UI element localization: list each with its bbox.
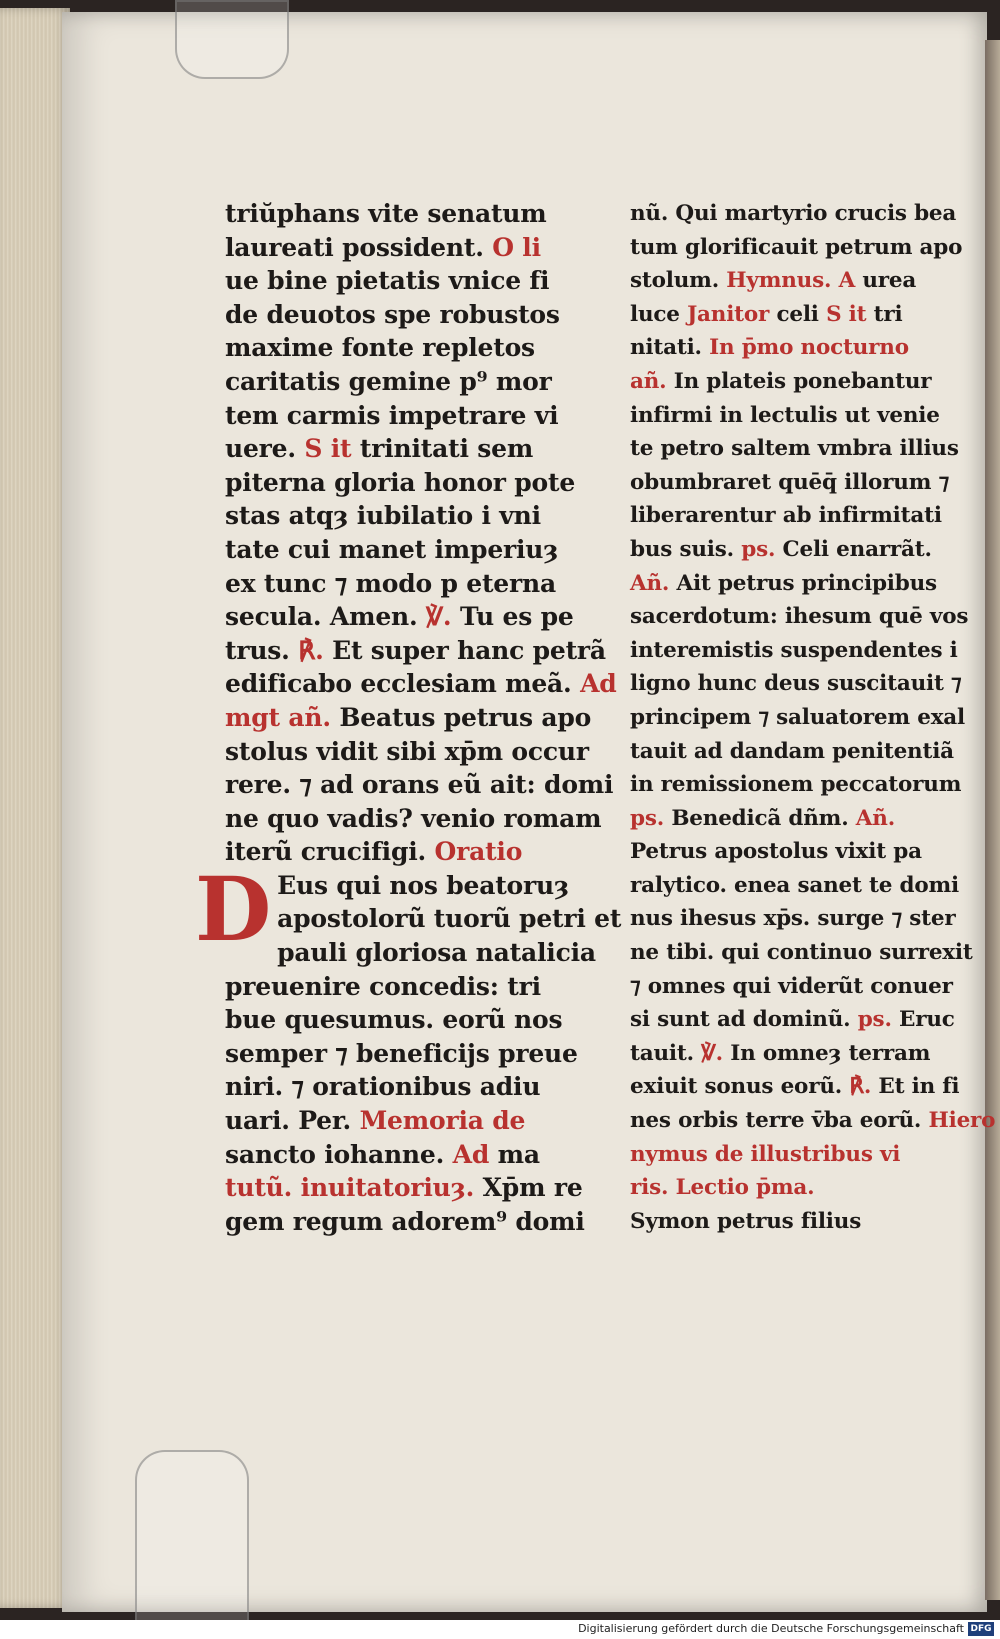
left-line: secula. Amen. ℣. Tu es pe	[225, 602, 574, 632]
left-line: maxime fonte repletos	[225, 333, 535, 363]
right-line: ligno hunc deus suscitauit ⁊	[630, 671, 962, 697]
left-line: ue bine pietatis vnice fi	[225, 266, 550, 296]
right-line: exiuit sonus eorũ. ℟. Et in fi	[630, 1074, 960, 1100]
prayer-line: pauli gloriosa natalicia	[277, 938, 596, 968]
right-text-column	[630, 197, 996, 1238]
right-line: sacerdotum: ihesum quē vos	[630, 604, 969, 630]
prayer-lines	[225, 869, 622, 1239]
right-line: bus suis. ps. Celi enarrãt.	[630, 536, 932, 562]
left-line: caritatis gemine p⁹ mor	[225, 366, 552, 396]
left-line: tem carmis impetrare vi	[225, 400, 559, 430]
left-line: uere. S it trinitati sem	[225, 434, 534, 464]
right-line: tauit. ℣. In omneȝ terram	[630, 1040, 931, 1066]
left-line: trus. ℟. Et super hanc petrã	[225, 635, 606, 665]
prayer-line: preuenire concedis: tri	[225, 971, 541, 1001]
right-line: nus ihesus xp̄s. surge ⁊ ster	[630, 906, 956, 932]
right-line: nymus de illustribus vi	[630, 1141, 901, 1167]
left-line: rere. ⁊ ad orans eũ ait: domi	[225, 770, 614, 800]
prayer-line: apostolorũ tuorũ petri et	[277, 904, 622, 934]
right-line: nũ. Qui martyrio crucis bea	[630, 201, 957, 226]
right-line: Symon petrus filius	[630, 1208, 862, 1234]
left-line: de deuotos spe robustos	[225, 299, 560, 329]
right-line: liberarentur ab infirmitati	[630, 503, 942, 529]
left-line: laureati possident. O li	[225, 232, 541, 262]
right-line: principem ⁊ saluatorem exal	[630, 704, 966, 730]
left-line: mgt añ. Beatus petrus apo	[225, 702, 592, 732]
prayer-line: bue quesumus. eorũ nos	[225, 1005, 563, 1035]
right-line: ps. Benedicã dñm. Añ.	[630, 805, 895, 831]
left-line: piterna gloria honor pote	[225, 467, 576, 497]
right-line: ne tibi. qui continuo surrexit	[630, 940, 973, 966]
right-line: in remissionem peccatorum	[630, 772, 962, 798]
funding-note: Digitalisierung gefördert durch die Deutsche Forschungsgemeinschaft	[578, 1622, 964, 1635]
right-line: infirmi in lectulis ut venie	[630, 402, 940, 428]
prayer-block	[195, 856, 622, 1239]
right-line: luce Janitor celi S it tri	[630, 301, 903, 327]
right-line: nes orbis terre v̄ba eorũ. Hiero	[630, 1108, 996, 1134]
prayer-line: tutũ. inuitatoriuȝ. Xp̄m re	[225, 1173, 583, 1203]
right-line: obumbraret quēq̄ illorum ⁊	[630, 469, 950, 495]
right-line: añ. In plateis ponebantur	[630, 368, 932, 394]
right-line: ⁊ omnes qui viderũt conuer	[630, 973, 953, 999]
left-line: stas atqȝ iubilatio i vni	[225, 501, 541, 531]
left-text-column	[195, 197, 622, 1238]
left-line: tate cui manet imperiuȝ	[225, 534, 559, 564]
left-line: ex tunc ⁊ modo p eterna	[225, 568, 556, 598]
prayer-line: uari. Per. Memoria de	[225, 1106, 526, 1136]
left-line: stolus vidit sibi xp̄m occur	[225, 736, 589, 766]
prayer-line: semper ⁊ beneficijs preue	[225, 1038, 578, 1068]
left-line: edificabo ecclesiam meã. Ad	[225, 669, 617, 699]
right-line: si sunt ad dominũ. ps. Eruc	[630, 1007, 955, 1033]
right-line: interemistis suspendentes i	[630, 637, 958, 663]
left-line: iterũ crucifigi. Oratio	[225, 837, 523, 867]
right-line: stolum. Hymnus. A urea	[630, 268, 917, 294]
right-line: Petrus apostolus vixit pa	[630, 839, 922, 865]
page-clip-top	[175, 0, 289, 79]
right-line: ralytico. enea sanet te domi	[630, 872, 959, 898]
right-line: tum glorificauit petrum apo	[630, 234, 963, 260]
right-line: Añ. Ait petrus principibus	[630, 570, 937, 596]
right-line: tauit ad dandam penitentiã	[630, 738, 954, 764]
rubricated-initial: D	[195, 856, 272, 961]
prayer-line: sancto iohanne. Ad ma	[225, 1139, 540, 1169]
right-column-lines	[630, 197, 996, 1238]
prayer-line: niri. ⁊ orationibus adiu	[225, 1072, 541, 1102]
digitization-footer	[0, 1620, 1000, 1639]
prayer-line: gem regum adorem⁹ domi	[225, 1206, 585, 1236]
right-line: ris. Lectio p̄ma.	[630, 1175, 815, 1201]
right-line: te petro saltem vmbra illius	[630, 436, 959, 462]
left-line: triŭphans vite senatum	[225, 199, 547, 228]
dfg-logo: DFG	[968, 1622, 994, 1636]
page-clip-bottom	[135, 1450, 249, 1624]
book-page-edges	[0, 8, 70, 1608]
prayer-line: Eus qui nos beatoruȝ	[277, 870, 569, 900]
left-line: ne quo vadis? venio romam	[225, 803, 602, 833]
left-column-lines	[225, 197, 617, 869]
adjacent-page-edge	[985, 40, 1000, 1600]
right-line: nitati. In p̄mo nocturno	[630, 335, 909, 361]
